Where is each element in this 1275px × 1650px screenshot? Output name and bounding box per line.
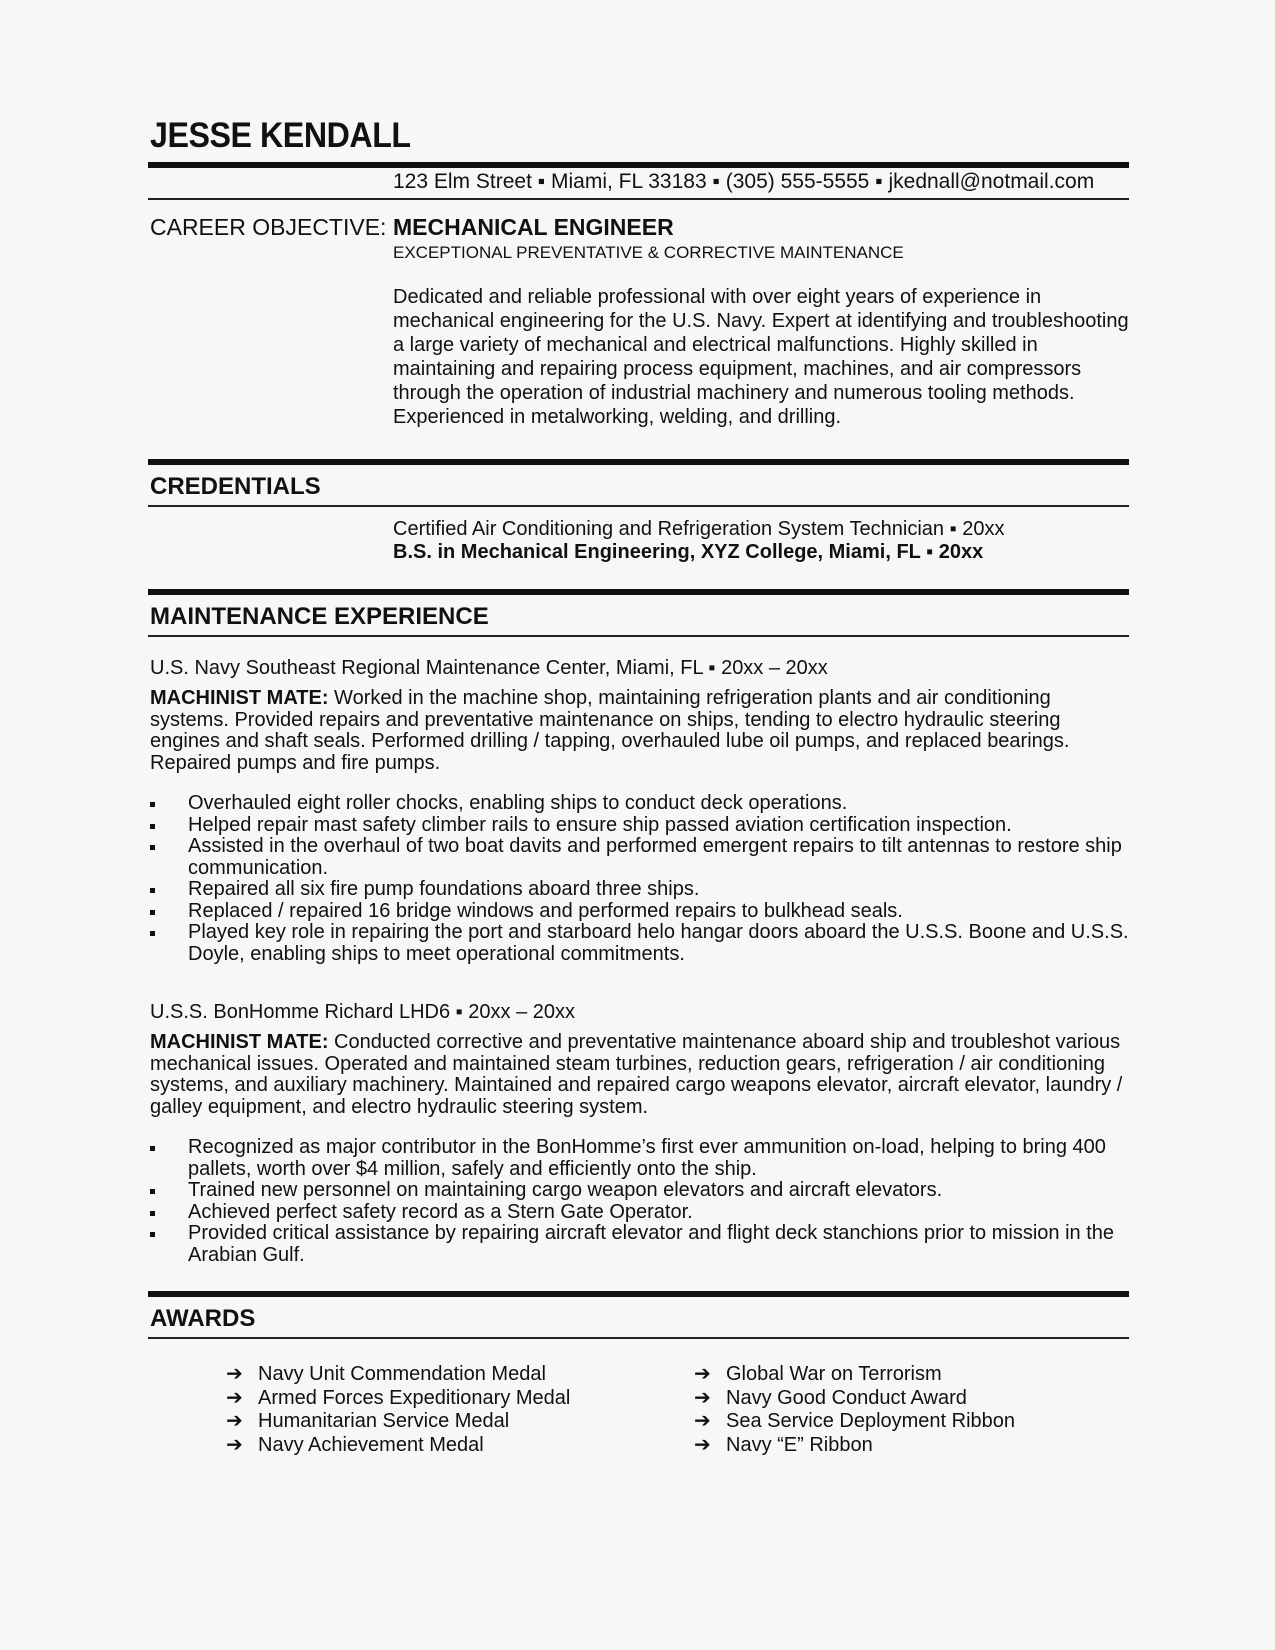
job-description-text: Worked in the machine shop, maintaining refrigeration plants and air conditioning systems. Provided repairs and preventative maintenance on ships, tending to electro hydraulic steering engines and shaft seals. Performed drilling / tapping, overhauled lube oil pumps, and replaced bearings. Repaired pumps and fire pumps. xyxy=(150,687,1070,774)
job-description xyxy=(150,1032,1135,1118)
award-item xyxy=(226,1434,570,1458)
achievement-item xyxy=(150,1202,1135,1224)
achievement-text: Repaired all six fire pump foundations aboard three ships. xyxy=(188,878,700,900)
arrow-right-icon: ➔ xyxy=(694,1386,711,1409)
award-item xyxy=(226,1363,570,1387)
square-bullet-icon xyxy=(150,1232,155,1237)
arrow-right-icon: ➔ xyxy=(694,1410,711,1433)
job-description-text: Conducted corrective and preventative maintenance aboard ship and troubleshot various mechanical issues. Operated and maintained steam turbines, reduction gears, refrigeration / air conditioning systems, and auxiliary machinery. Maintained and repaired cargo weapons elevator, aircraft elevator, laundry / galley equipment, and electro hydraulic steering system. xyxy=(150,1031,1123,1118)
applicant-name: JESSE KENDALL xyxy=(150,116,411,155)
achievement-text: Replaced / repaired 16 bridge windows and performed repairs to bulkhead seals. xyxy=(188,899,903,922)
square-bullet-icon xyxy=(150,1189,155,1194)
achievement-item xyxy=(150,836,1135,879)
job-achievements-list xyxy=(150,793,1135,965)
awards-divider-thin xyxy=(148,1337,1129,1339)
objective-subtitle-text: EXCEPTIONAL PREVENTATIVE & CORRECTIVE MAINTENANCE xyxy=(393,243,904,262)
experience-divider-thin xyxy=(148,635,1129,637)
arrow-right-icon: ➔ xyxy=(226,1363,243,1385)
award-text: Navy “E” Ribbon xyxy=(726,1433,873,1456)
award-text: Humanitarian Service Medal xyxy=(258,1410,510,1433)
contact-line: 123 Elm Street ▪ Miami, FL 33183 ▪ (305) 555-5555 ▪ jkednall@notmail.com xyxy=(393,170,1095,193)
awards-list-left xyxy=(226,1363,570,1457)
achievement-text: Played key role in repairing the port and starboard helo hangar doors aboard the U.S.S. Boone and U.S.S. Doyle, enabling ships to meet operational commitments. xyxy=(188,921,1129,965)
job-description xyxy=(150,688,1135,774)
job-employer: U.S.S. BonHomme Richard LHD6 ▪ 20xx – 20xx xyxy=(150,1001,576,1023)
square-bullet-icon xyxy=(150,910,155,915)
award-text: Navy Good Conduct Award xyxy=(726,1386,967,1409)
credential-item: B.S. in Mechanical Engineering, XYZ College, Miami, FL ▪ 20xx xyxy=(393,541,984,563)
award-text: Armed Forces Expeditionary Medal xyxy=(258,1386,571,1409)
achievement-item xyxy=(150,1180,1135,1202)
awards-heading: AWARDS xyxy=(150,1305,256,1332)
achievement-item xyxy=(150,901,1135,923)
square-bullet-icon xyxy=(150,931,155,936)
experience-divider-thick xyxy=(148,589,1129,595)
square-bullet-icon xyxy=(150,824,155,829)
award-item xyxy=(226,1410,570,1434)
job-achievements-list xyxy=(150,1137,1135,1266)
objective-title: MECHANICAL ENGINEER xyxy=(393,214,674,240)
credentials-divider-thin xyxy=(148,505,1129,507)
achievement-item xyxy=(150,922,1135,965)
job-role: MACHINIST MATE: xyxy=(150,1031,329,1053)
achievement-text: Provided critical assistance by repairing aircraft elevator and flight deck stanchions prior to mission in the Arabian Gulf. xyxy=(188,1222,1114,1266)
achievement-text: Recognized as major contributor in the BonHomme’s first ever ammunition on-load, helping to bring 400 pallets, worth over $4 million, safely and efficiently onto the ship. xyxy=(188,1136,1106,1180)
arrow-right-icon: ➔ xyxy=(694,1433,711,1456)
arrow-right-icon: ➔ xyxy=(694,1363,711,1385)
credentials-heading: CREDENTIALS xyxy=(150,473,321,500)
achievement-item xyxy=(150,1137,1135,1180)
square-bullet-icon xyxy=(150,1211,155,1216)
achievement-item xyxy=(150,1223,1135,1266)
award-text: Navy Unit Commendation Medal xyxy=(258,1363,546,1385)
header-divider-thick xyxy=(148,162,1129,168)
award-item xyxy=(694,1410,1015,1434)
objective-summary: Dedicated and reliable professional with over eight years of experience in mechanical engineering for the U.S. Navy. Expert at identifying and troubleshooting a large variety of mechanical and electrical malfunctions. Highly skilled in maintaining and repairing process equipment, machines, and air compressors through the operation of industrial machinery and numerous tooling methods. Experienced in metalworking, welding, and drilling. xyxy=(393,286,1129,428)
contact-divider xyxy=(148,198,1129,200)
credential-item: Certified Air Conditioning and Refrigeration System Technician ▪ 20xx xyxy=(393,518,1005,540)
square-bullet-icon xyxy=(150,888,155,893)
achievement-text: Achieved perfect safety record as a Stern Gate Operator. xyxy=(188,1200,693,1223)
objective-label: CAREER OBJECTIVE: xyxy=(150,214,387,240)
achievement-item xyxy=(150,879,1135,901)
square-bullet-icon xyxy=(150,845,155,850)
job-role: MACHINIST MATE: xyxy=(150,687,329,709)
award-text: Navy Achievement Medal xyxy=(258,1433,484,1456)
awards-list-right xyxy=(694,1363,1015,1457)
award-text: Global War on Terrorism xyxy=(726,1363,942,1385)
objective-subtitle xyxy=(393,243,904,263)
achievement-text: Helped repair mast safety climber rails to ensure ship passed aviation certification inspection. xyxy=(188,813,1012,836)
awards-divider-thick xyxy=(148,1291,1129,1297)
award-item xyxy=(694,1363,1015,1387)
achievement-item xyxy=(150,793,1135,815)
arrow-right-icon: ➔ xyxy=(226,1410,243,1433)
award-item xyxy=(694,1387,1015,1411)
arrow-right-icon: ➔ xyxy=(226,1386,243,1409)
square-bullet-icon xyxy=(150,802,155,807)
achievement-text: Trained new personnel on maintaining cargo weapon elevators and aircraft elevators. xyxy=(188,1179,943,1201)
arrow-right-icon: ➔ xyxy=(226,1433,243,1456)
award-item xyxy=(694,1434,1015,1458)
achievement-text: Overhauled eight roller chocks, enabling ships to conduct deck operations. xyxy=(188,792,848,814)
achievement-text: Assisted in the overhaul of two boat davits and performed emergent repairs to tilt antennas to restore ship communication. xyxy=(188,835,1122,879)
award-text: Sea Service Deployment Ribbon xyxy=(726,1410,1016,1433)
achievement-item xyxy=(150,815,1135,837)
award-item xyxy=(226,1387,570,1411)
experience-heading: MAINTENANCE EXPERIENCE xyxy=(150,603,489,630)
job-employer: U.S. Navy Southeast Regional Maintenance Center, Miami, FL ▪ 20xx – 20xx xyxy=(150,657,828,679)
credentials-divider-thick xyxy=(148,459,1129,465)
square-bullet-icon xyxy=(150,1146,155,1151)
